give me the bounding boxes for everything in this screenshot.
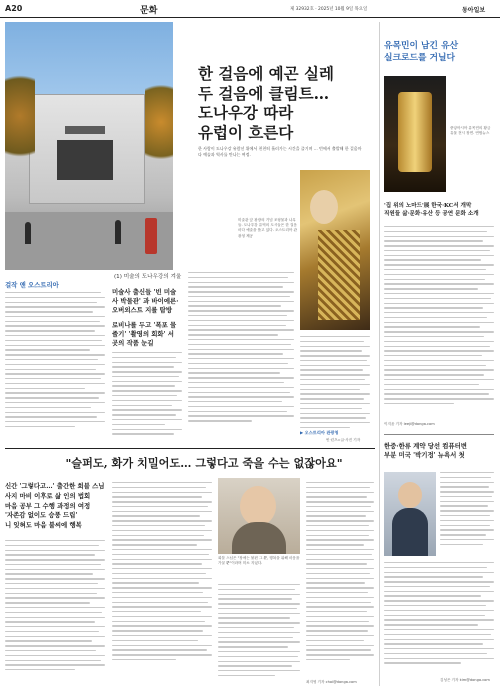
- monk-portrait-photo: [218, 478, 300, 554]
- page-number: A20: [5, 4, 23, 13]
- sidebar-bottom-headline: 한중·한류 계약 당선 컴퓨터변 부분 미국 '박기정' 뉴욕서 첫: [384, 442, 467, 459]
- museum-photo: [5, 22, 173, 270]
- issue-info: 제 32932호 · 2025년 10월 9일 목요일: [290, 7, 368, 12]
- main-lede: [198, 146, 363, 158]
- photo-caption: 미술관 앞 광장의 기념 조형물과 나무들. 도나우강 유역의 도시들은 한 걸음마다 예술을 품고 있다. 오스트리아 관광청 제공: [238, 218, 297, 238]
- sidebar-bottom-body-b: [384, 562, 494, 674]
- nomad-artifact-photo: [384, 76, 446, 192]
- monk-photo-caption: 희블 스님은 "장애는 불편 그 뿐, 행복을 위해 마음을 가꿀 뿐"이라며 미소 지었다.: [218, 556, 300, 565]
- sidebar-top-headline: 유목민이 남긴 유산 실크로드를 거닐다: [384, 41, 459, 63]
- main-body-col1: [5, 292, 105, 444]
- sidebar-top-subhead: '집 위의 노마드'展 한국·KC서 개막 직원들 삶·문화·유산 등 공연 문화 소개: [384, 203, 479, 217]
- sidebar-mid-divider: [384, 434, 494, 435]
- main-body-col2: [112, 352, 182, 444]
- sidebar-bottom-photo: [384, 472, 436, 556]
- section-title: 문화: [140, 6, 158, 16]
- col2-heading-1: 미술사 출신들 '빈 미술사 박물관' 과 바이에른·오버외스트 지를 탐방: [112, 288, 179, 314]
- series-box: [5, 272, 109, 288]
- paper-name: 동아일보: [462, 7, 486, 14]
- klimt-painting-photo: [300, 170, 370, 330]
- interview-body-col4: [306, 482, 374, 678]
- section-divider: [5, 448, 375, 449]
- series-subtitle: (1) 미술의 도나우강의 겨울: [114, 274, 182, 280]
- sidebar-bottom-body-a: [440, 472, 494, 556]
- sidebar-divider: [379, 22, 380, 686]
- main-lede-text: 한 사람이 도나우강 유람선 위에서 천천히 흘러가는 시간을 즐기며 … 빈에서 출발해 한 걸음마다 예술과 역사를 만나는 여정.: [198, 146, 362, 157]
- masthead: [0, 0, 500, 18]
- col2-heading-2: 로비나를 두고 '폭포 물줄기' '촬영의 회화' 서 곳의 작품 눈길: [112, 321, 177, 347]
- series-tag: 걸작 앤 오스트리아: [5, 281, 59, 289]
- main-headline: 한 걸음에 예곤 실레 두 걸음에 클림트… 도나우강 따라 유럽이 흐른다: [198, 64, 334, 142]
- main-body-col3: [188, 272, 294, 444]
- interview-body-col3: [218, 584, 300, 684]
- sidebar-top-photo-caption: 중앙아시아 유목민의 황금 유물 전시 장면. 연합뉴스: [450, 126, 491, 136]
- sidebar-bottom-byline: 김성은 기자 kim@donga.com: [440, 678, 490, 682]
- interview-subhead: 신간 '그렇다고…' 출간한 희블 스님 사지 마비 이후로 삶 인의 법회 마음 공부 그 수행 과정의 여정 '자존감 없이도 승풍 드립' 니 잊혀도 마음 불씨에 행복: [5, 482, 105, 530]
- col4-subheading: ▶ 오스트리아 관광청: [300, 430, 339, 435]
- interview-byline: 최지영 기자 choi@donga.com: [306, 680, 357, 684]
- interview-body-col2: [112, 482, 212, 685]
- main-body-col4: [300, 336, 370, 444]
- col2-heading: [112, 288, 182, 348]
- interview-quote-headline: "슬퍼도, 화가 치밀어도… 그렇다고 죽을 수는 없잖아요": [65, 456, 343, 470]
- interview-body-col1: [5, 540, 105, 685]
- sidebar-top-byline: 이지윤 기자 leeji@donga.com: [384, 422, 435, 426]
- sidebar-top-body: [384, 226, 494, 422]
- main-byline: 빈·린츠=글·사진 기자: [326, 438, 361, 442]
